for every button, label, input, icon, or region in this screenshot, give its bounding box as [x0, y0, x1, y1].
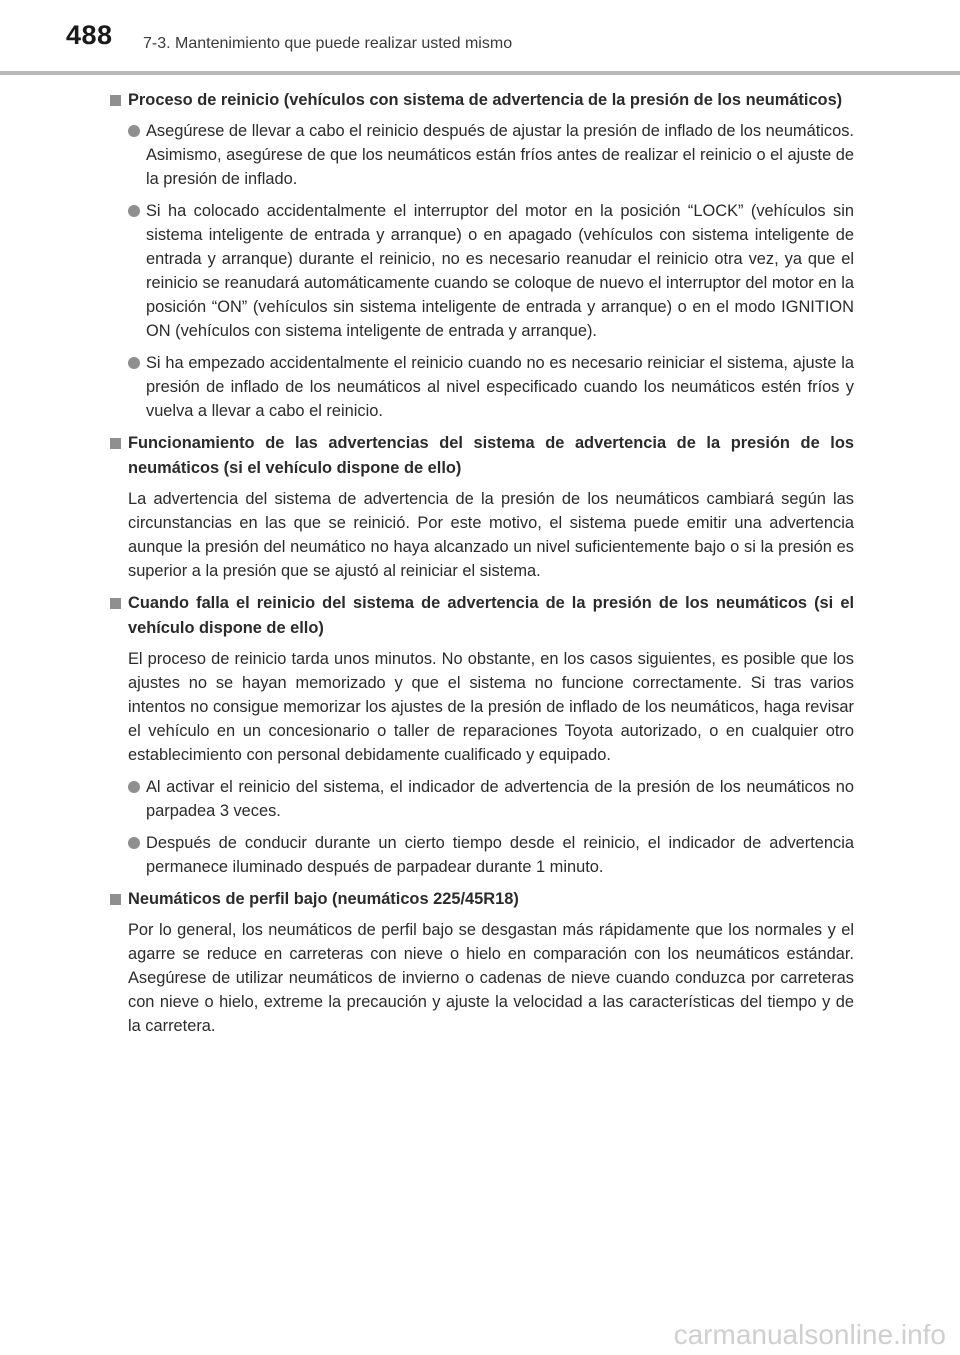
- section-reset-process: [110, 88, 854, 423]
- section-paragraph: Por lo general, los neumáticos de perfil bajo se desgastan más rápidamente que los normales y el agarre se reduce en carreteras con nieve o hielo en comparación con los neumáticos estándar. Asegúrese de utilizar neumáticos de invierno o cadenas de nieve cuando conduzca por carreteras con nieve o hielo, extreme la precaución y ajuste la velocidad a las características del tiempo y de la carretera.: [128, 921, 854, 1035]
- site-watermark: carmanualsonline.info: [673, 1319, 946, 1350]
- section-heading: [110, 591, 854, 641]
- bullet-text: Al activar el reinicio del sistema, el indicador de advertencia de la presión de los neumáticos no parpadea 3 veces.: [146, 778, 854, 820]
- circle-bullet-icon: [128, 205, 140, 217]
- square-bullet-icon: [110, 95, 121, 106]
- bullet-text: Si ha empezado accidentalmente el reinicio cuando no es necesario reiniciar el sistema, ajuste la presión de inflado de los neumáticos al nivel especificado cuando los neumáticos estén fríos y vuelva a llevar a cabo el reinicio.: [146, 354, 854, 420]
- section-warning-operation: [110, 431, 854, 583]
- bullet-item: [110, 119, 854, 191]
- square-bullet-icon: [110, 894, 121, 905]
- bullet-text: Asegúrese de llevar a cabo el reinicio después de ajustar la presión de inflado de los neumáticos.: [146, 122, 854, 140]
- section-reset-failure: [110, 591, 854, 879]
- bullet-text: Después de conducir durante un cierto tiempo desde el reinicio, el indicador de advertencia permanece iluminado después de parpadear durante 1 minuto.: [146, 834, 854, 876]
- square-bullet-icon: [110, 598, 121, 609]
- bullet-item: [110, 775, 854, 823]
- circle-bullet-icon: [128, 781, 140, 793]
- page-header: [0, 0, 960, 76]
- bullet-item: [110, 351, 854, 423]
- section-paragraph: El proceso de reinicio tarda unos minutos. No obstante, en los casos siguientes, es posible que los ajustes no se hayan memorizado y que el sistema no funcione correctamente. Si tras varios intentos no consigue memorizar los ajustes de la presión de inflado de los neumáticos, haga revisar el vehículo en un concesionario o taller de reparaciones Toyota autorizado, o en cualquier otro establecimiento con personal debidamente cualificado y equipado.: [128, 650, 854, 764]
- bullet-item: [110, 831, 854, 879]
- circle-bullet-icon: [128, 357, 140, 369]
- chapter-title: 7-3. Mantenimiento que puede realizar usted mismo: [143, 35, 513, 52]
- section-heading: [110, 431, 854, 481]
- section-heading: [110, 887, 854, 912]
- bullet-item: [110, 199, 854, 343]
- section-low-profile-tires: [110, 887, 854, 1038]
- square-bullet-icon: [110, 438, 121, 449]
- circle-bullet-icon: [128, 837, 140, 849]
- bullet-text: Asimismo, asegúrese de que los neumáticos están fríos antes de realizar el reinicio o el ajuste de la presión de inflado.: [146, 146, 854, 188]
- header-divider: [0, 71, 960, 75]
- circle-bullet-icon: [128, 125, 140, 137]
- section-heading-text: Neumáticos de perfil bajo (neumáticos 225/45R18): [128, 890, 519, 908]
- section-heading-text: Funcionamiento de las advertencias del sistema de advertencia de la presión de los neumáticos (si el vehículo dispone de ello): [128, 434, 854, 477]
- page-content: [110, 88, 854, 1046]
- section-heading-text: Proceso de reinicio (vehículos con sistema de advertencia de la presión de los neumáticos): [128, 91, 843, 109]
- section-heading-text: Cuando falla el reinicio del sistema de advertencia de la presión de los neumáticos (si el vehículo dispone de ello): [128, 594, 854, 637]
- page-number: 488: [66, 20, 113, 50]
- section-paragraph: La advertencia del sistema de advertencia de la presión de los neumáticos cambiará según las circunstancias en las que se reinició. Por este motivo, el sistema puede emitir una advertencia aunque la presión del neumático no haya alcanzado un nivel suficientemente bajo o si la presión es superior a la presión que se ajustó al reiniciar el sistema.: [128, 490, 854, 580]
- section-heading: [110, 88, 854, 113]
- bullet-text: Si ha colocado accidentalmente el interruptor del motor en la posición “LOCK” (vehículos sin sistema inteligente de entrada y arranque) o en apagado (vehículos con sistema inteligente de entrada y arranque) durante el reinicio, no es necesario reanudar el reinicio otra vez, ya que el reinicio se reanudará automáticamente cuando se coloque de nuevo el interruptor del motor en la posición “ON” (vehículos sin sistema inteligente de entrada y arranque) o en el modo IGNITION ON (vehículos con sistema inteligente de entrada y arranque).: [146, 202, 854, 340]
